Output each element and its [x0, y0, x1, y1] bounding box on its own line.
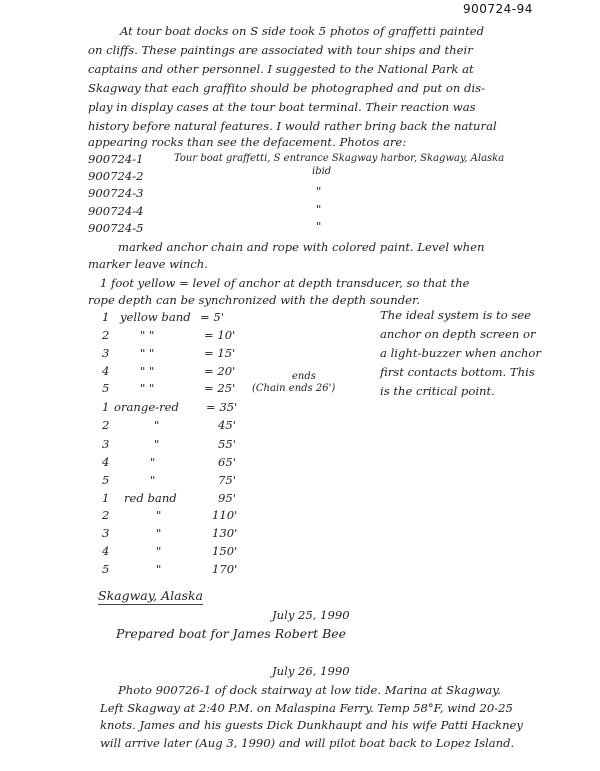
band-label: ": [156, 526, 162, 540]
band-number: 1: [102, 310, 110, 324]
band-label: " ": [140, 364, 155, 378]
intro-line: play in display cases at the tour boat terminal. Their reaction was: [88, 100, 476, 114]
band-number: 1: [102, 491, 110, 505]
final-line: Left Skagway at 2:40 P.M. on Malaspina Ferry. Temp 58°F, wind 20-25: [100, 701, 513, 715]
band-depth: 170': [212, 562, 238, 576]
band-number: 5: [102, 562, 110, 576]
intro-line: captains and other personnel. I suggested to the National Park at: [88, 62, 474, 76]
ideal-line: anchor on depth screen or: [380, 327, 536, 341]
band-depth: 150': [212, 544, 238, 558]
final-line: will arrive later (Aug 3, 1990) and will pilot boat back to Lopez Island.: [100, 736, 515, 750]
band-number: 2: [102, 328, 110, 342]
band-depth: = 5': [200, 310, 224, 324]
ideal-line: is the critical point.: [380, 384, 495, 398]
band-number: 4: [102, 364, 110, 378]
band-depth: 130': [212, 526, 238, 540]
anchor-line: marker leave winch.: [88, 257, 208, 271]
band-label: ": [150, 455, 156, 469]
photo-id: 900724-1: [88, 152, 144, 166]
ideal-system-note: [380, 308, 595, 398]
final-line: knots. James and his guests Dick Dunkhaupt and his wife Patti Hackney: [100, 718, 523, 732]
photo-desc: Tour boat graffetti, S entrance Skagway harbor, Skagway, Alaska: [174, 153, 505, 164]
chain-insert: ends: [292, 371, 316, 382]
band-depth: = 20': [204, 364, 236, 378]
band-number: 3: [102, 526, 110, 540]
anchor-line: marked anchor chain and rope with colored paint. Level when: [118, 240, 485, 254]
photo-id: 900724-5: [88, 221, 144, 235]
band-number: 4: [102, 544, 110, 558]
band-number: 3: [102, 437, 110, 451]
band-label: ": [156, 508, 162, 522]
final-line: Photo 900726-1 of dock stairway at low tide. Marina at Skagway.: [118, 683, 501, 697]
band-number: 2: [102, 508, 110, 522]
band-label: yellow band: [120, 310, 191, 324]
band-depth: 95': [218, 491, 236, 505]
band-label: " ": [140, 328, 155, 342]
band-number: 5: [102, 473, 110, 487]
intro-line: appearing rocks than see the defacement. Photos are:: [88, 135, 407, 149]
chain-note: (Chain ends 26'): [252, 383, 336, 394]
band-number: 1: [102, 400, 110, 414]
band-depth: = 25': [204, 381, 236, 395]
date-heading: July 25, 1990: [272, 608, 350, 622]
band-label: ": [154, 418, 160, 432]
band-label: ": [150, 473, 156, 487]
band-label: ": [156, 544, 162, 558]
band-number: 3: [102, 346, 110, 360]
prepared-line: Prepared boat for James Robert Bee: [116, 626, 347, 641]
ideal-line: The ideal system is to see: [380, 308, 532, 322]
document-id: 900724-94: [463, 2, 533, 16]
band-depth: 110': [212, 508, 238, 522]
band-depth: = 35': [206, 400, 238, 414]
band-depth: 65': [218, 455, 236, 469]
photo-desc: ": [316, 202, 322, 216]
photo-id: 900724-3: [88, 186, 144, 200]
band-number: 4: [102, 455, 110, 469]
band-label: " ": [140, 381, 155, 395]
location-heading: Skagway, Alaska: [98, 588, 204, 603]
photo-id: 900724-4: [88, 204, 144, 218]
band-number: 2: [102, 418, 110, 432]
band-depth: 75': [218, 473, 236, 487]
band-label: " ": [140, 346, 155, 360]
band-label: ": [156, 562, 162, 576]
band-depth: 45': [218, 418, 236, 432]
yellow-level-line: 1 foot yellow = level of anchor at depth transducer, so that the: [100, 276, 470, 290]
yellow-level-line: rope depth can be synchronized with the depth sounder.: [88, 293, 420, 307]
intro-line: history before natural features. I would rather bring back the natural: [88, 119, 497, 133]
photo-id: 900724-2: [88, 169, 144, 183]
photo-desc: ": [316, 219, 322, 233]
band-label: red band: [124, 491, 177, 505]
band-label: orange-red: [114, 400, 179, 414]
ideal-line: a light-buzzer when anchor: [380, 346, 541, 360]
band-depth: 55': [218, 437, 236, 451]
ideal-line: first contacts bottom. This: [380, 365, 535, 379]
band-number: 5: [102, 381, 110, 395]
date-heading: July 26, 1990: [272, 664, 350, 678]
band-label: ": [154, 437, 160, 451]
intro-line: At tour boat docks on S side took 5 photos of graffetti painted: [120, 24, 485, 38]
band-depth: = 10': [204, 328, 236, 342]
intro-line: Skagway that each graffito should be photographed and put on dis-: [88, 81, 486, 95]
photo-desc: ": [316, 184, 322, 198]
intro-line: on cliffs. These paintings are associated with tour ships and their: [88, 43, 473, 57]
band-depth: = 15': [204, 346, 236, 360]
photo-desc: ibid: [312, 166, 332, 177]
